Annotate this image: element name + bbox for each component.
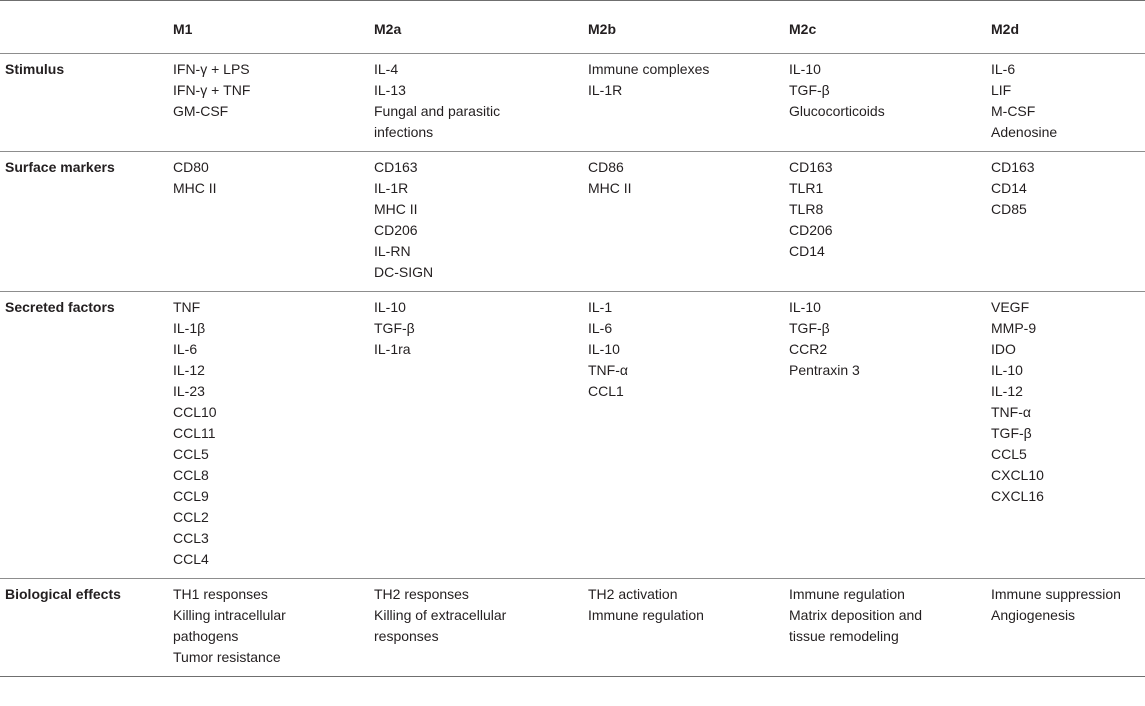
cell-line: TGF-β: [374, 320, 415, 336]
cell-m1: [163, 152, 364, 292]
cell-m1: [163, 579, 364, 677]
cell-m2b: [578, 292, 779, 579]
cell-line: CXCL10: [991, 467, 1044, 483]
cell-m2a: [364, 152, 578, 292]
cell-line: IL-1ra: [374, 341, 411, 357]
cell-line: pathogens: [173, 628, 239, 644]
cell-m2d: [981, 54, 1145, 152]
cell-line: MHC II: [374, 201, 418, 217]
cell-line: M-CSF: [991, 103, 1036, 119]
cell-line: CD163: [789, 159, 833, 175]
row-label: Biological effects: [0, 579, 163, 677]
cell-m2d: [981, 579, 1145, 677]
cell-line: IL-10: [789, 61, 821, 77]
cell-line: CD206: [374, 222, 418, 238]
table-body: [0, 54, 1145, 677]
cell-line: CD206: [789, 222, 833, 238]
cell-line: IL-13: [374, 82, 406, 98]
cell-line: MHC II: [588, 180, 632, 196]
cell-line: IL-1R: [588, 82, 623, 98]
cell-line: IFN-γ + LPS: [173, 61, 250, 77]
header-m2c: M2c: [779, 1, 981, 54]
cell-line: IL-RN: [374, 243, 411, 259]
cell-line: IL-10: [789, 299, 821, 315]
cell-line: MHC II: [173, 180, 217, 196]
cell-m2b: [578, 152, 779, 292]
cell-line: CD14: [789, 243, 825, 259]
cell-line: CD163: [374, 159, 418, 175]
row-label: Stimulus: [0, 54, 163, 152]
cell-line: TLR8: [789, 201, 824, 217]
cell-line: CCL8: [173, 467, 209, 483]
cell-line: VEGF: [991, 299, 1030, 315]
cell-line: IL-6: [588, 320, 613, 336]
table-row: [0, 152, 1145, 292]
cell-line: DC-SIGN: [374, 264, 434, 280]
cell-line: TNF: [173, 299, 201, 315]
cell-m1: [163, 292, 364, 579]
cell-line: IL-1: [588, 299, 613, 315]
cell-m2d: [981, 292, 1145, 579]
header-corner: [0, 1, 163, 54]
cell-m2d: [981, 152, 1145, 292]
cell-line: Immune regulation: [588, 607, 704, 623]
cell-line: CCL9: [173, 488, 209, 504]
cell-line: Tumor resistance: [173, 649, 281, 665]
cell-line: CCR2: [789, 341, 828, 357]
cell-line: infections: [374, 124, 434, 140]
cell-line: Matrix deposition and: [789, 607, 923, 623]
table-row: [0, 292, 1145, 579]
header-m2a: M2a: [364, 1, 578, 54]
cell-line: Pentraxin 3: [789, 362, 860, 378]
cell-line: CXCL16: [991, 488, 1044, 504]
cell-line: CD80: [173, 159, 209, 175]
cell-line: CD14: [991, 180, 1027, 196]
cell-line: IL-1β: [173, 320, 206, 336]
table-header: [0, 1, 1145, 54]
cell-line: TH2 activation: [588, 586, 678, 602]
cell-line: CCL10: [173, 404, 217, 420]
cell-line: CCL1: [588, 383, 624, 399]
cell-line: CD86: [588, 159, 624, 175]
cell-line: IL-23: [173, 383, 205, 399]
header-row: [0, 1, 1145, 54]
cell-m2a: [364, 292, 578, 579]
cell-m2c: [779, 54, 981, 152]
cell-line: TGF-β: [789, 320, 830, 336]
header-m1: M1: [163, 1, 364, 54]
cell-line: TLR1: [789, 180, 824, 196]
cell-line: tissue remodeling: [789, 628, 899, 644]
cell-line: Adenosine: [991, 124, 1058, 140]
cell-line: CD163: [991, 159, 1035, 175]
cell-m2c: [779, 292, 981, 579]
cell-line: CCL5: [173, 446, 209, 462]
cell-line: IL-10: [588, 341, 620, 357]
cell-line: CCL4: [173, 551, 209, 567]
cell-m1: [163, 54, 364, 152]
cell-m2a: [364, 579, 578, 677]
cell-line: CCL3: [173, 530, 209, 546]
cell-line: TNF-α: [991, 404, 1031, 420]
cell-line: Immune suppression: [991, 586, 1121, 602]
cell-line: GM-CSF: [173, 103, 229, 119]
cell-m2c: [779, 579, 981, 677]
row-label: Secreted factors: [0, 292, 163, 579]
cell-m2b: [578, 579, 779, 677]
header-m2b: M2b: [578, 1, 779, 54]
cell-m2c: [779, 152, 981, 292]
cell-m2a: [364, 54, 578, 152]
cell-line: CCL5: [991, 446, 1027, 462]
cell-line: IL-12: [173, 362, 205, 378]
cell-line: LIF: [991, 82, 1012, 98]
table-row: [0, 54, 1145, 152]
cell-line: Immune regulation: [789, 586, 905, 602]
cell-line: Killing intracellular: [173, 607, 286, 623]
table-row: [0, 579, 1145, 677]
cell-line: MMP-9: [991, 320, 1037, 336]
cell-m2b: [578, 54, 779, 152]
cell-line: IL-6: [991, 61, 1016, 77]
cell-line: TGF-β: [991, 425, 1032, 441]
cell-line: CCL11: [173, 425, 216, 441]
cell-line: Fungal and parasitic: [374, 103, 501, 119]
cell-line: IL-12: [991, 383, 1023, 399]
cell-line: Glucocorticoids: [789, 103, 885, 119]
cell-line: IL-10: [991, 362, 1023, 378]
cell-line: CD85: [991, 201, 1027, 217]
cell-line: TH1 responses: [173, 586, 268, 602]
cell-line: Killing of extracellular: [374, 607, 507, 623]
cell-line: IL-6: [173, 341, 198, 357]
cell-line: TGF-β: [789, 82, 830, 98]
row-label: Surface markers: [0, 152, 163, 292]
cell-line: IFN-γ + TNF: [173, 82, 251, 98]
cell-line: Immune complexes: [588, 61, 710, 77]
cell-line: IDO: [991, 341, 1016, 357]
cell-line: TNF-α: [588, 362, 628, 378]
cell-line: IL-1R: [374, 180, 409, 196]
cell-line: IL-4: [374, 61, 399, 77]
cell-line: IL-10: [374, 299, 406, 315]
cell-line: TH2 responses: [374, 586, 469, 602]
cell-line: responses: [374, 628, 439, 644]
cell-line: CCL2: [173, 509, 209, 525]
header-m2d: M2d: [981, 1, 1145, 54]
cell-line: Angiogenesis: [991, 607, 1076, 623]
